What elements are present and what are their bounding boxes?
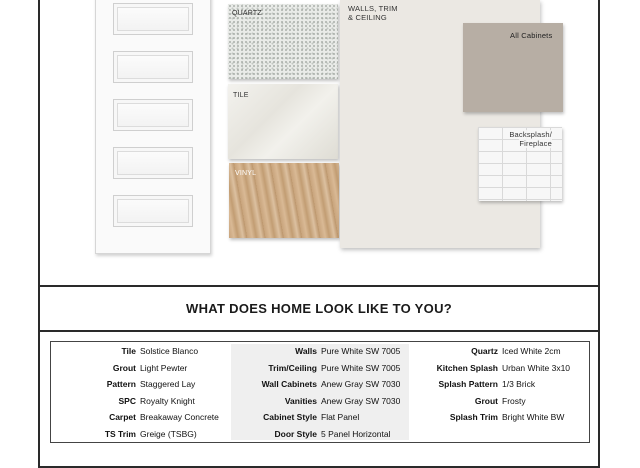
divider-bottom <box>38 330 600 332</box>
spec-key: Wall Cabinets <box>261 379 317 389</box>
spec-key: TS Trim <box>104 429 136 439</box>
section-heading: WHAT DOES HOME LOOK LIKE TO YOU? <box>186 301 452 316</box>
spec-value: Iced White 2cm <box>502 346 561 356</box>
spec-key: Trim/Ceiling <box>268 363 317 373</box>
spec-value: Greige (TSBG) <box>140 429 197 439</box>
spec-value: Flat Panel <box>321 412 360 422</box>
quartz-swatch <box>228 4 338 79</box>
spec-value: Staggered Lay <box>140 379 196 389</box>
spec-value: Anew Gray SW 7030 <box>321 396 401 406</box>
backsplash-swatch <box>478 127 562 201</box>
spec-value: Frosty <box>502 396 526 406</box>
spec-key: Door Style <box>274 429 317 439</box>
spec-table <box>50 341 590 443</box>
walls-label-line1: WALLS, TRIM <box>348 4 398 13</box>
spec-key: Pattern <box>106 379 136 389</box>
spec-value: Pure White SW 7005 <box>321 363 401 373</box>
walls-label-line2: & CEILING <box>348 13 387 22</box>
vinyl-label: VINYL <box>235 170 257 177</box>
spec-key: Vanities <box>284 396 317 406</box>
spec-key: Kitchen Splash <box>436 363 498 373</box>
cabinets-label: All Cabinets <box>510 31 553 40</box>
door-panel <box>113 195 193 227</box>
spec-value: Solstice Blanco <box>140 346 199 356</box>
door-sample <box>95 0 211 254</box>
spec-key: Tile <box>121 346 136 356</box>
door-panel <box>113 51 193 83</box>
spec-value: Royalty Knight <box>140 396 195 406</box>
tile-label: TILE <box>233 92 249 99</box>
door-panel <box>113 3 193 35</box>
quartz-label: QUARTZ <box>232 10 262 17</box>
spec-key: Splash Pattern <box>438 379 498 389</box>
spec-value: Pure White SW 7005 <box>321 346 401 356</box>
spec-value: 5 Panel Horizontal <box>321 429 391 439</box>
spec-value: Urban White 3x10 <box>502 363 571 373</box>
tile-swatch <box>228 84 338 159</box>
door-panel <box>113 147 193 179</box>
spec-key: Cabinet Style <box>263 412 317 422</box>
backsplash-label-line2: Fireplace <box>519 139 552 148</box>
spec-value: 1/3 Brick <box>502 379 536 389</box>
spec-key: Quartz <box>471 346 498 356</box>
spec-key: SPC <box>118 396 136 406</box>
divider-top <box>38 285 600 287</box>
spec-key: Grout <box>474 396 498 406</box>
cabinets-swatch <box>463 23 563 112</box>
spec-key: Grout <box>112 363 136 373</box>
spec-key: Walls <box>295 346 317 356</box>
spec-value: Breakaway Concrete <box>140 412 219 422</box>
spec-key: Carpet <box>109 412 136 422</box>
door-panel <box>113 99 193 131</box>
spec-value: Bright White BW <box>502 412 565 422</box>
spec-key: Splash Trim <box>449 412 498 422</box>
spec-value: Anew Gray SW 7030 <box>321 379 401 389</box>
vinyl-swatch <box>229 163 339 238</box>
backsplash-label-line1: Backsplash/ <box>509 130 552 139</box>
spec-value: Light Pewter <box>140 363 188 373</box>
